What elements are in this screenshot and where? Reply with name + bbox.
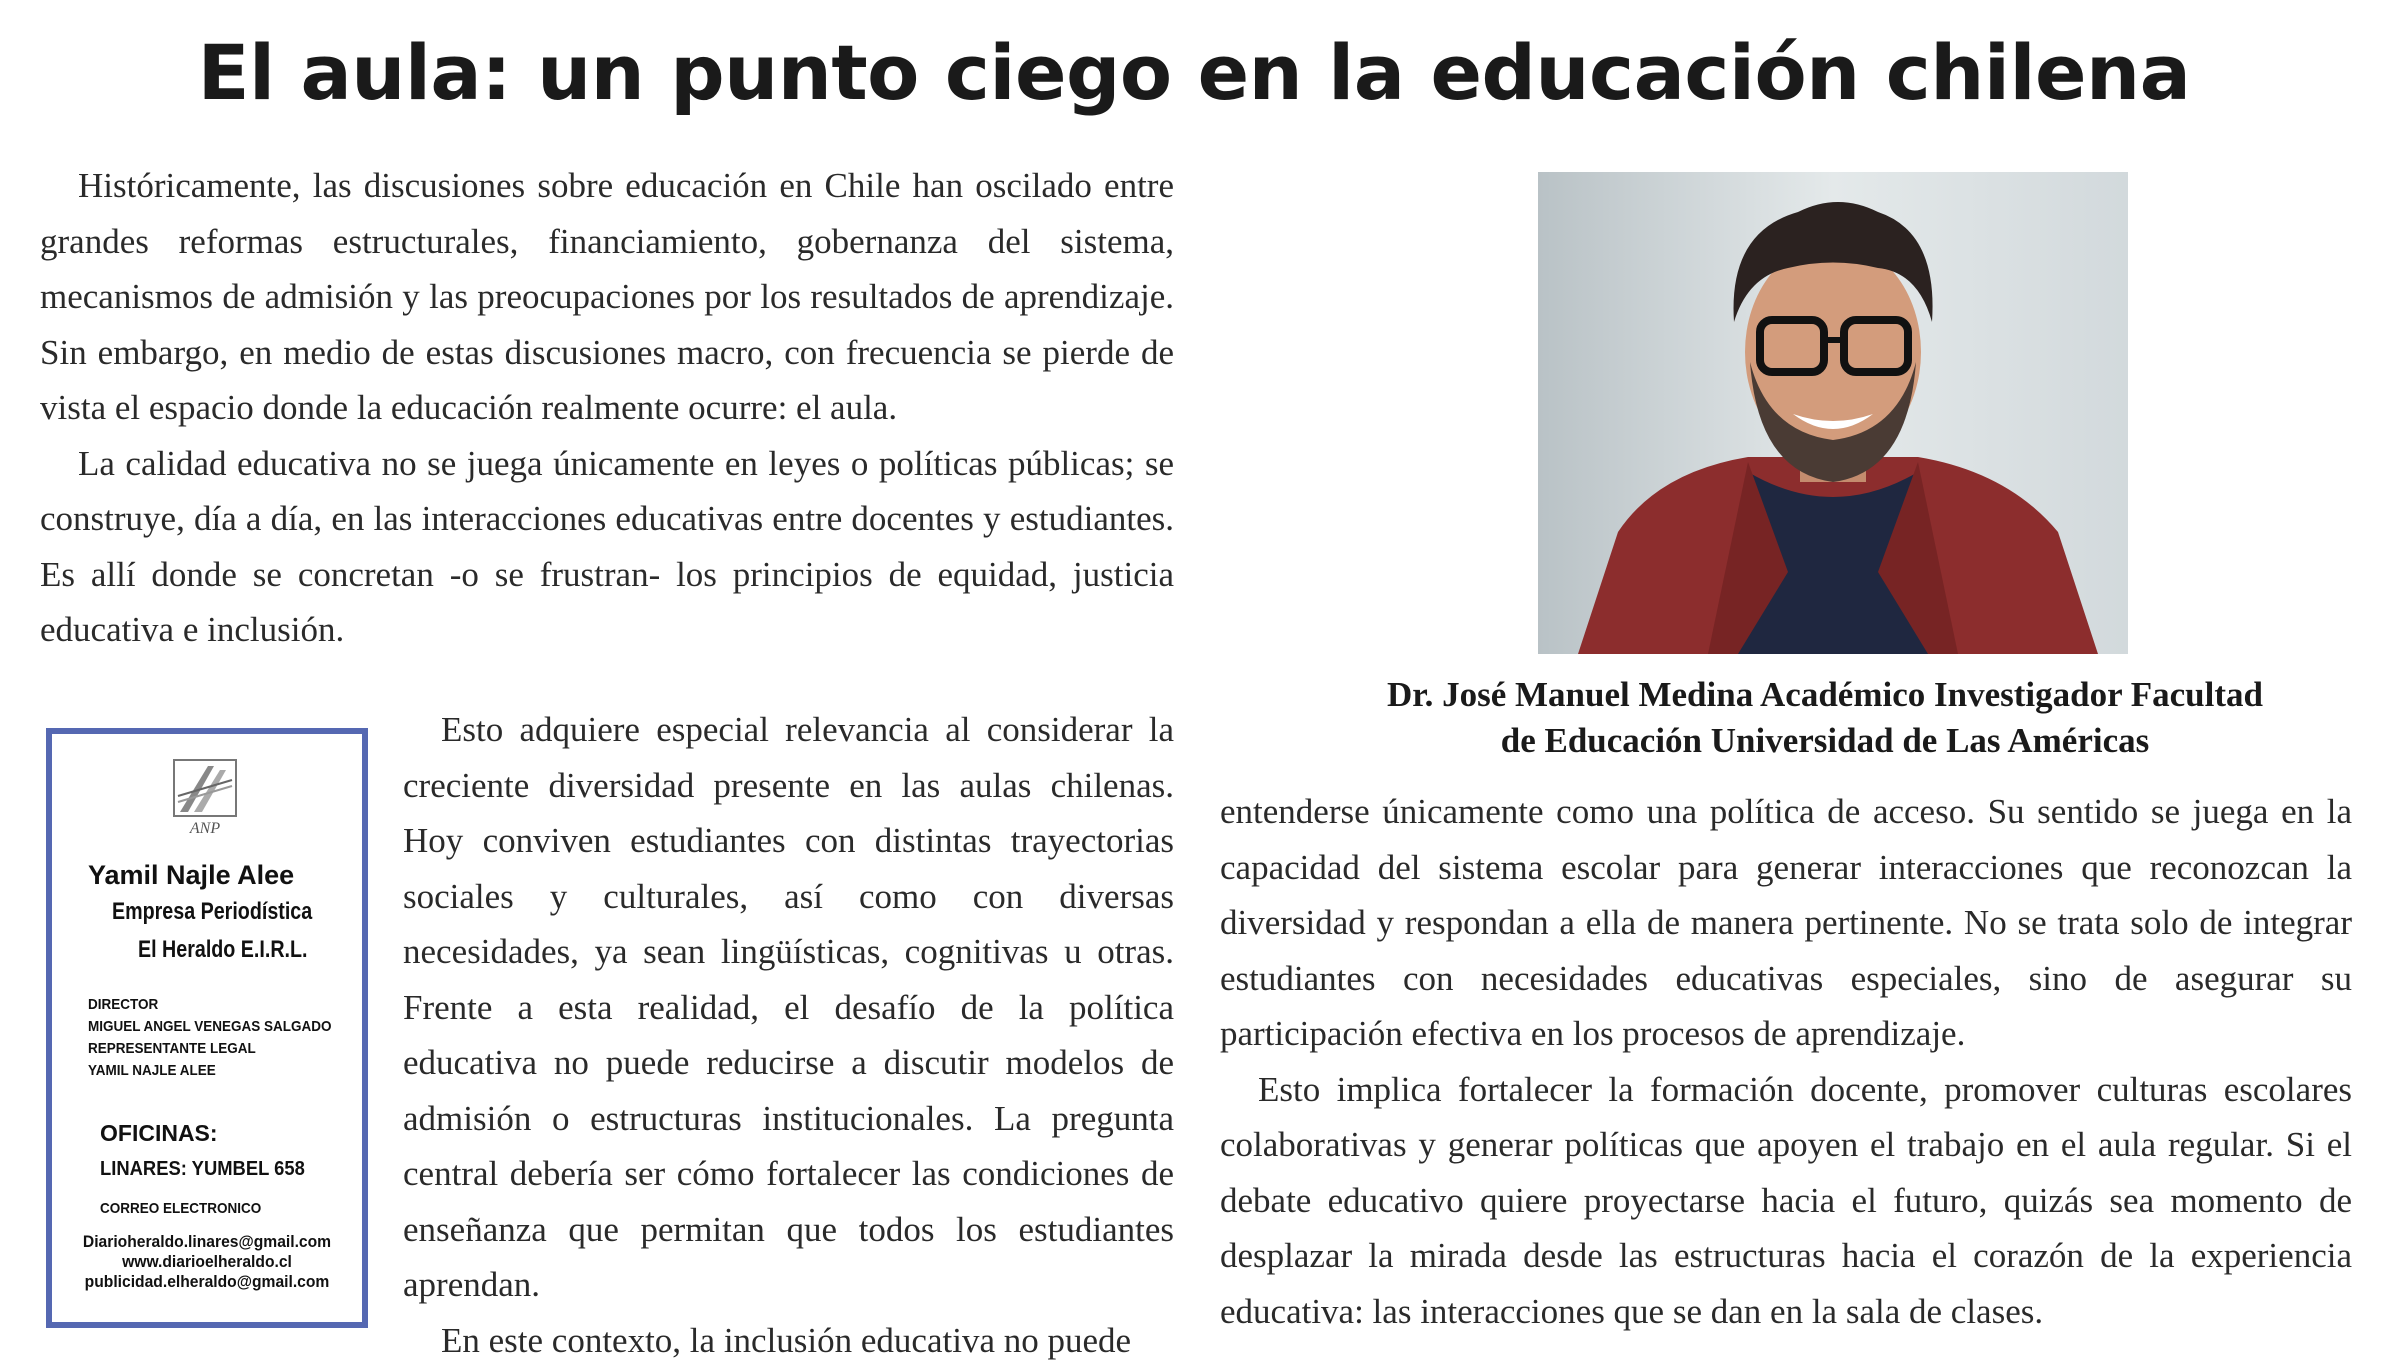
article-column-left-top — [40, 158, 1174, 658]
headline: El aula: un punto ciego en la educación chilena — [0, 28, 2388, 117]
logo-text: ANP — [170, 820, 240, 838]
director-name: MIGUEL ANGEL VENEGAS SALGADO — [88, 1018, 332, 1035]
caption-line-2: de Educación Universidad de Las Américas — [1260, 718, 2388, 764]
article-column-right — [1220, 784, 2352, 1339]
paragraph-context: En este contexto, la inclusión educativa no puede — [403, 1313, 1174, 1368]
company-line-2: El Heraldo E.I.R.L. — [138, 936, 308, 964]
anp-logo-icon — [170, 756, 240, 826]
email-label: CORREO ELECTRONICO — [100, 1200, 261, 1217]
company-line-1: Empresa Periodística — [112, 898, 312, 926]
author-portrait-icon — [1538, 172, 2128, 654]
email-link-2[interactable]: publicidad.elheraldo@gmail.com — [64, 1272, 349, 1292]
director-label: DIRECTOR — [88, 996, 158, 1013]
paragraph-inclusion: entenderse únicamente como una política de acceso. Su sentido se juega en la capacidad del sistema escolar para generar interacciones que reconozcan la diversidad y respondan a ella de manera pertinente. No se trata solo de integrar estudiantes con necesidades educativas especiales, sino de asegurar su participación efectiva en los procesos de aprendizaje. — [1220, 784, 2352, 1062]
website-link[interactable]: www.diarioelheraldo.cl — [64, 1252, 349, 1272]
paragraph-conclusion: Esto implica fortalecer la formación docente, promover culturas escolares colaborativas y generar políticas que apoyen el trabajo en el aula regular. Si el debate educativo quiere proyectarse hacia el futuro, quizás sea momento de desplazar la mirada desde las estructuras hacia el corazón de la experiencia educativa: las interacciones que se dan en la sala de clases. — [1220, 1062, 2352, 1340]
legal-rep-name: YAMIL NAJLE ALEE — [88, 1062, 216, 1079]
masthead-box — [46, 728, 368, 1328]
caption-line-1: Dr. José Manuel Medina Académico Investigador Facultad — [1260, 672, 2388, 718]
offices-label: OFICINAS: — [100, 1120, 218, 1147]
paragraph-intro: Históricamente, las discusiones sobre educación en Chile han oscilado entre grandes reformas estructurales, financiamiento, gobernanza del sistema, mecanismos de admisión y las preocupaciones por los resultados de aprendizaje. Sin embargo, en medio de estas discusiones macro, con frecuencia se pierde de vista el espacio donde la educación realmente ocurre: el aula. — [40, 158, 1174, 436]
photo-caption — [1260, 672, 2388, 764]
email-link-1[interactable]: Diarioheraldo.linares@gmail.com — [64, 1232, 349, 1252]
article-column-left-mid — [403, 702, 1174, 1368]
paragraph-diversity: Esto adquiere especial relevancia al considerar la creciente diversidad presente en las aulas chilenas. Hoy conviven estudiantes con distintas trayectorias sociales y culturales, así como con diversas necesidades, ya sean lingüísticas, cognitivas u otras. Frente a esta realidad, el desafío de la política educativa no puede reducirse a discutir modelos de admisión o estructuras institucionales. La pregunta central debería ser cómo fortalecer las condiciones de enseñanza que permitan que todos los estudiantes aprendan. — [403, 702, 1174, 1313]
paragraph-quality: La calidad educativa no se juega únicamente en leyes o políticas públicas; se construye, día a día, en las interacciones educativas entre docentes y estudiantes. Es allí donde se concretan -o se frustran- los principios de equidad, justicia educativa e inclusión. — [40, 436, 1174, 658]
offices-address: LINARES: YUMBEL 658 — [100, 1158, 305, 1181]
legal-rep-label: REPRESENTANTE LEGAL — [88, 1040, 256, 1057]
author-photo — [1538, 172, 2128, 654]
owner-name: Yamil Najle Alee — [88, 860, 294, 891]
